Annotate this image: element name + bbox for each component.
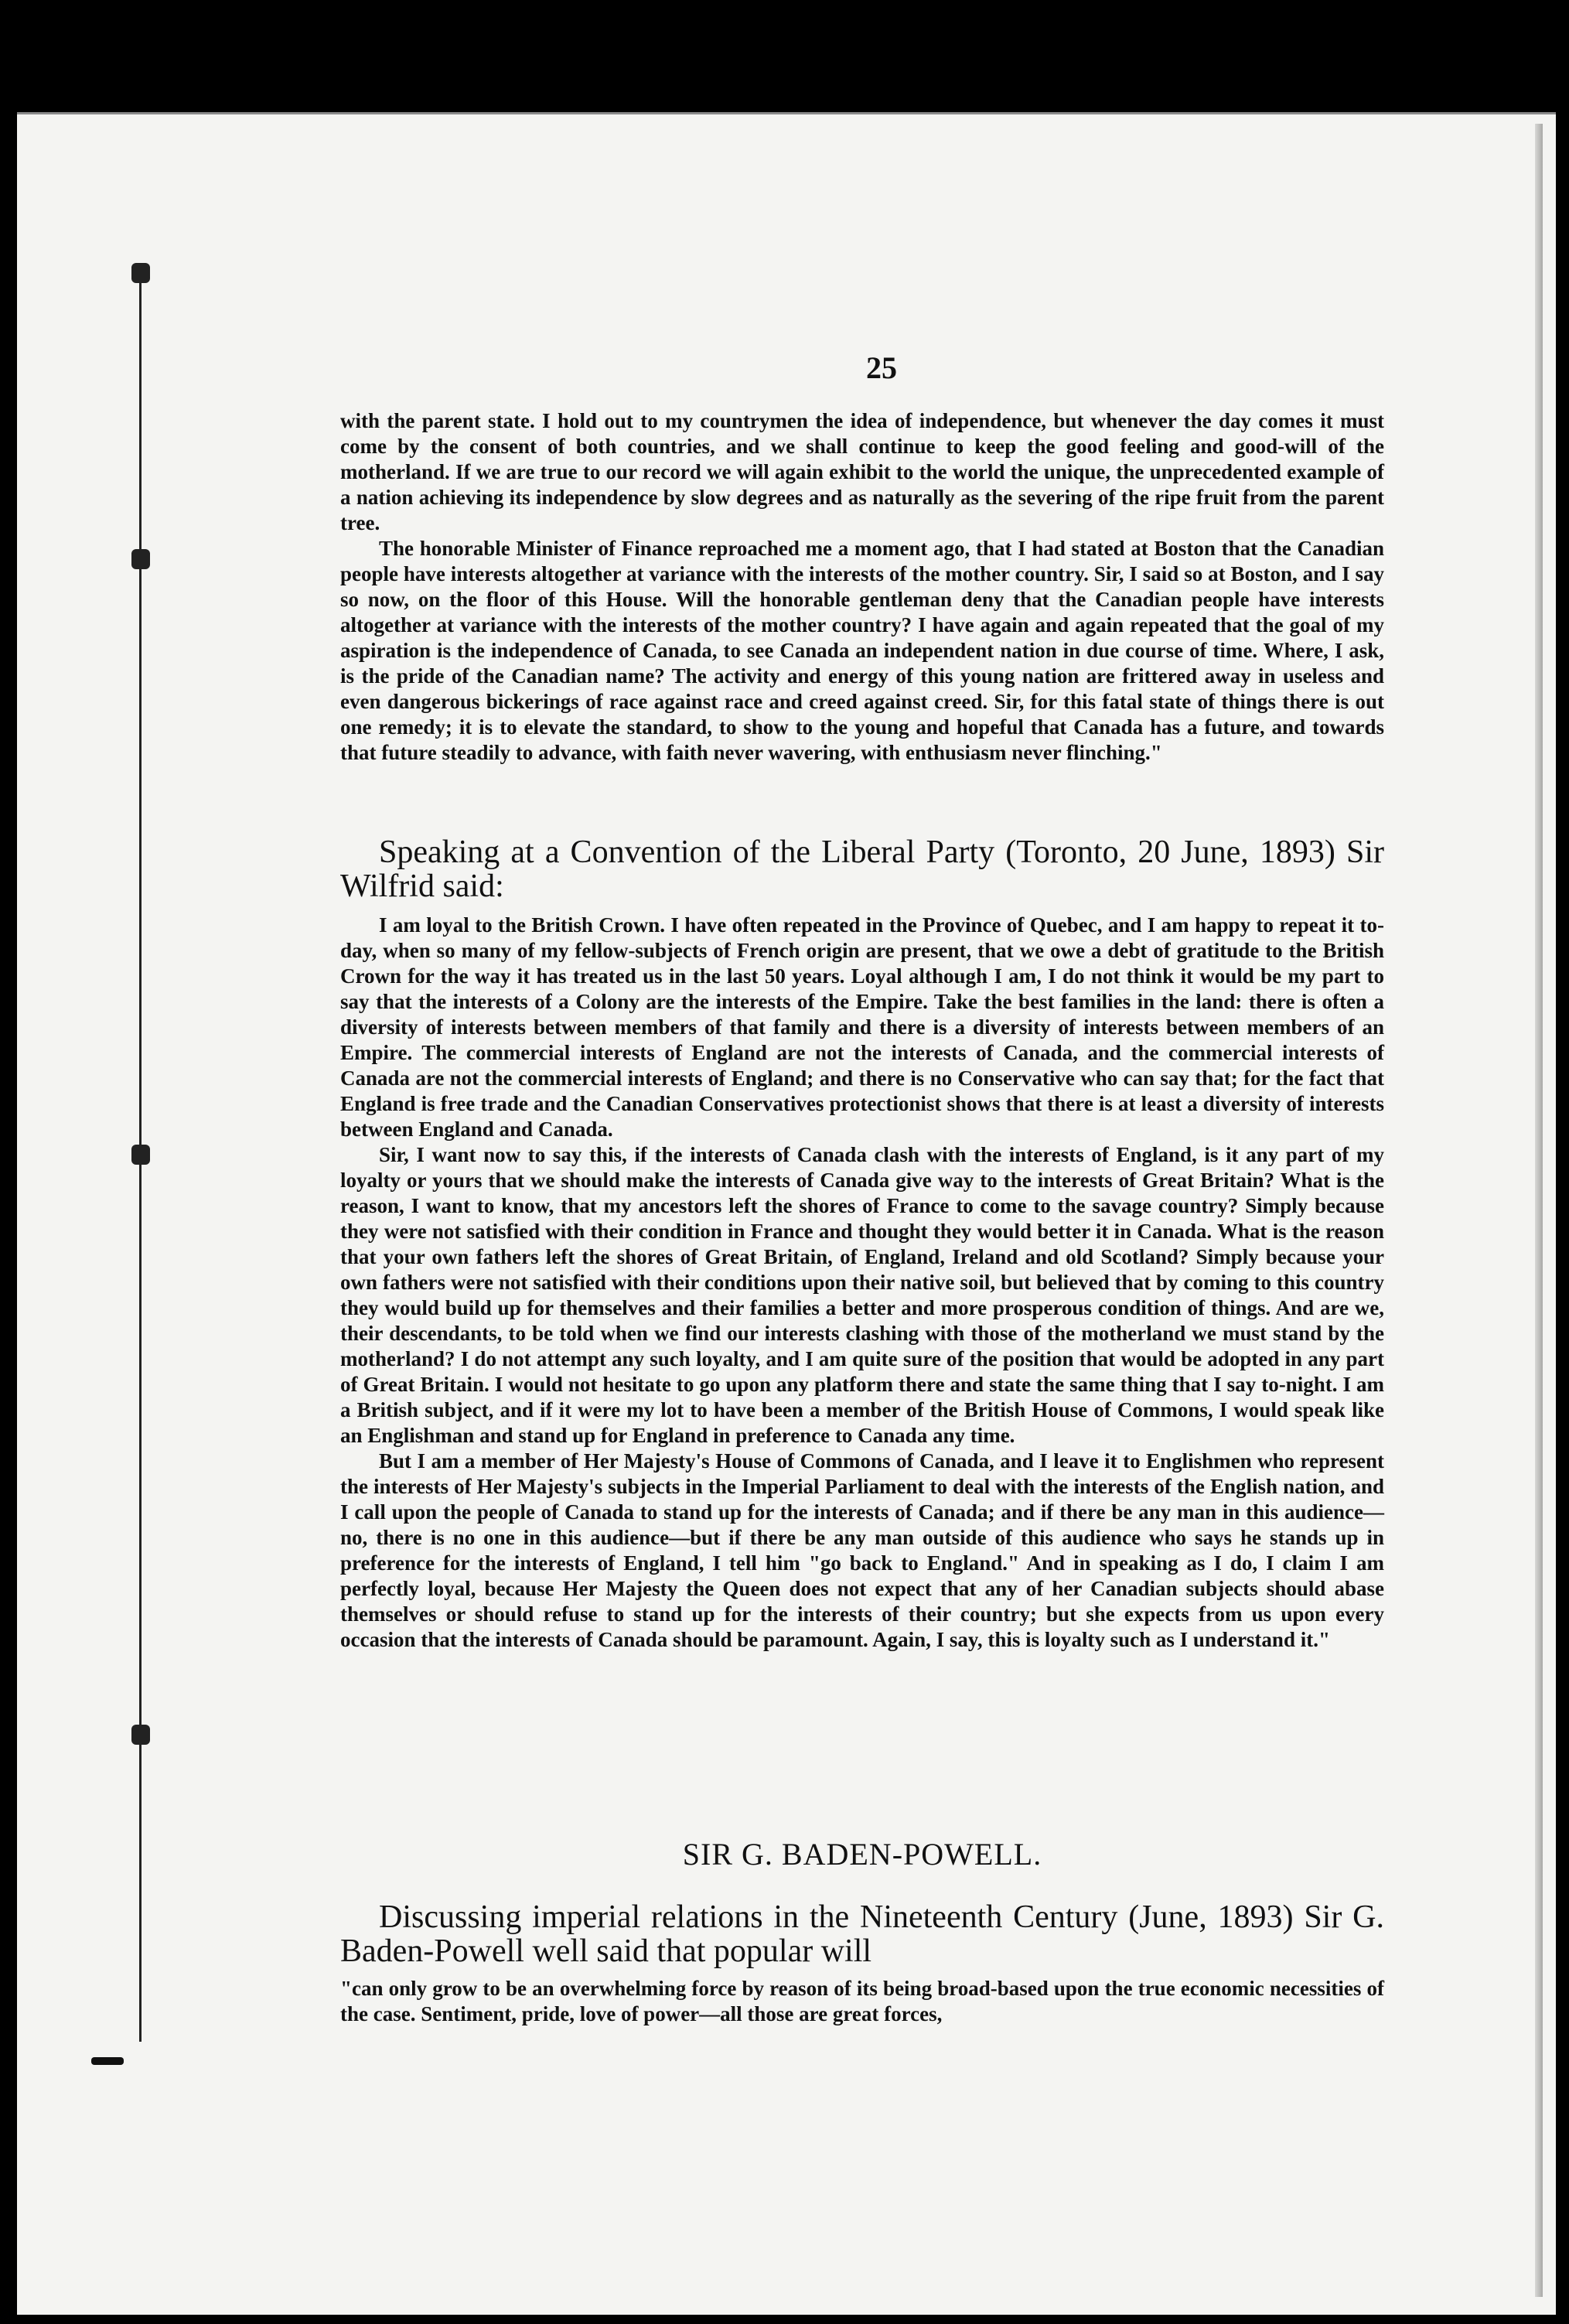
paragraph: with the parent state. I hold out to my countrymen the idea of independence, but whenever the day comes it must come by the consent of both countries, and we shall continue to keep the good feeling and good-will of the motherland. If we are true to our record we will again exhibit to the world the unique, the unprecedented example of a nation achieving its independence by slow degrees and as naturally as the severing of the ripe fruit from the parent tree. [340, 409, 1384, 534]
paragraph: But I am a member of Her Majesty's House of Commons of Canada, and I leave it to Englishmen who represent the interests of Her Majesty's subjects in the Imperial Parliament to deal with the interests of the English nation, and I call upon the people of Canada to stand up for the interests of Canada; and if there be any man in this audience—no, there is no one in this audience—but if there be any man outside of this audience who says he stands up in preference for the interests of England, I tell him "go back to England." And in speaking as I do, I claim I am perfectly loyal, because Her Majesty the Queen does not expect that any of her Canadian subjects should abase themselves or should refuse to stand up for the interests of their country; but she expects from us upon every occasion that the interests of Canada should be paramount. Again, I say, this is loyalty such as I understand it." [340, 1449, 1384, 1651]
paragraph: The honorable Minister of Finance reproached me a moment ago, that I had stated at Boston that the Canadian people have interests altogether at variance with the interests of the mother country. Sir, I said so at Boston, and I say so now, on the floor of this House. Will the honorable gentleman deny that the Canadian people have interests altogether at variance with the interests of the mother country? I have again and again repeated that the goal of my aspiration is the independence of Canada, to see Canada an independent nation in due course of time. Where, I ask, is the pride of the Canadian name? The activity and energy of this young nation are frittered away in useless and even dangerous bickerings of race against race and creed against creed. Sir, for this fatal state of things there is out one remedy; it is to elevate the standard, to show to the young and hopeful that Canada has a future, and towards that future steadily to advance, with faith never wavering, with enthusiasm never flinching." [340, 537, 1384, 764]
section-heading: SIR G. BADEN-POWELL. [682, 1837, 1042, 1872]
page-number: 25 [866, 350, 897, 385]
binding-mark [131, 1145, 150, 1165]
quote-paragraph: "can only grow to be an overwhelming force by reason of its being broad-based upon the true economic necessities of the case. Sentiment, pride, love of power—all those are great forces, [340, 1977, 1384, 2025]
binding-strip [131, 263, 150, 2042]
page-edge-shadow [1535, 124, 1543, 2297]
binding-mark [131, 263, 150, 283]
section-intro: Speaking at a Convention of the Liberal Party (Toronto, 20 June, 1893) Sir Wilfrid said: [340, 834, 1384, 904]
binding-mark [131, 1725, 150, 1745]
section-intro: Discussing imperial relations in the Nineteenth Century (June, 1893) Sir G. Baden-Powell well said that popular will [340, 1899, 1384, 1969]
text-block-3 [340, 1837, 1384, 2027]
scan-mark [91, 2057, 124, 2065]
paragraph: Sir, I want now to say this, if the interests of Canada clash with the interests of England, is it any part of my loyalty or yours that we should make the interests of Canada give way to the interests of Great Britain? What is the reason, I want to know, that my ancestors left the shores of France to come to the savage country? Simply because they were not satisfied with their condition in France and thought they would better it in Canada. What is the reason that your own fathers left the shores of Great Britain, of England, Ireland and old Scotland? Simply because your own fathers were not satisfied with their conditions upon their native soil, but believed that by coming to this country they would build up for themselves and their families a better and more prosperous condition of things. And are we, their descendants, to be told when we find our interests clashing with those of the motherland we must stand by the motherland? I do not attempt any such loyalty, and I am quite sure of the position that would be adopted in any part of Great Britain. I would not hesitate to go upon any platform there and state the same thing that I say to-night. I am a British subject, and if it were my lot to have been a member of the British House of Commons, I would speak like an Englishman and stand up for England in preference to Canada any time. [340, 1143, 1384, 1447]
text-block-1 [340, 408, 1384, 766]
binding-mark [131, 549, 150, 569]
text-block-2 [340, 835, 1384, 1653]
paragraph: I am loyal to the British Crown. I have often repeated in the Province of Quebec, and I am happy to repeat it to-day, when so many of my fellow-subjects of French origin are present, that we owe a debt of gratitude to the British Crown for the way it has treated us in the last 50 years. Loyal although I am, I do not think it would be my part to say that the interests of a Colony are the interests of the Empire. Take the best families in the land: there is often a diversity of interests between members of that family and there is a diversity of interests between members of an Empire. The commercial interests of England are not the interests of Canada, and the commercial interests of Canada are not the commercial interests of England; and there is no Conservative who can say that; for the fact that England is free trade and the Canadian Conservatives protectionist shows that there is at least a diversity of interests between England and Canada. [340, 913, 1384, 1141]
